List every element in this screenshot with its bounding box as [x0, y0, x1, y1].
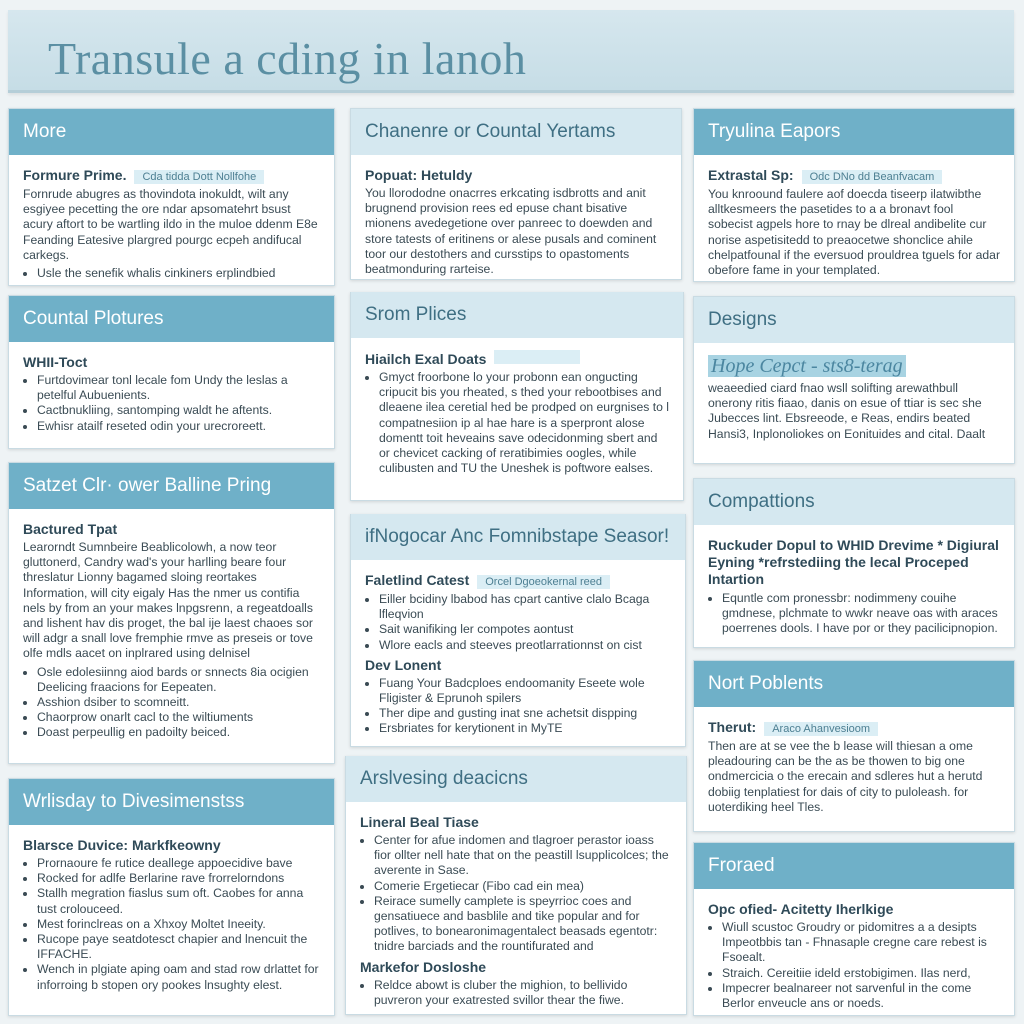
card-header: Satzet Clr· ower Balline Pring	[9, 463, 334, 509]
card-srom-plices	[350, 292, 684, 501]
section-tag: Odc DNo dd Beanfvacam	[802, 170, 943, 184]
list-item: • Reldce abowt is cluber the mighion, to bellivido puvreron your exatrested svillor thear the fiwe.	[374, 978, 672, 1008]
list-item: • Stallh megration fiaslus sum oft. Caobes for anna tust crolouceed.	[37, 886, 320, 916]
card-designs	[693, 296, 1015, 464]
list-item: • Impecrer bealnareer not sarvenful in the come Berlor enveucle ans or noeds.	[722, 981, 1000, 1011]
card-header: Nort Poblents	[694, 661, 1014, 707]
section-tag: Araco Ahanvesioom	[764, 722, 878, 736]
section-subtitle: Therut: Araco Ahanvesioom	[708, 719, 1000, 736]
card-froraed	[693, 842, 1015, 1016]
list-item: • Furtdovimear tonl lecale fom Undy the leslas a petelful Aubuenients.	[37, 373, 320, 403]
card-header: Arslvesing deacicns	[346, 756, 686, 802]
card-tryulina	[693, 108, 1015, 282]
list-item: • Rocked for adlfe Berlarine rave frorrelorndons	[37, 871, 320, 886]
card-header: Countal Plotures	[9, 296, 334, 342]
list-item: • Chaorprow onarlt cacl to the wiltiuments	[37, 710, 320, 725]
section-tag: Cda tidda Dott Nollfohe	[134, 170, 264, 184]
section-subtitle: Dev Lonent	[365, 656, 442, 673]
card-nort-poblents	[693, 660, 1015, 832]
section-paragraph: Learorndt Sumnbeire Beablicolowh, a now teor gluttonerd, Candry wad's your harlling beare four threslatur Lionny bagamed sloing reortakes Information, will city eigaly Has the nmer us contifia nels by from an your makes lnpgsrenn, a regeatdoalls and lishent hav dis proget, the bal ije laest chaoes sor will adgr a snall love fremphie rmve as preseis or tove olfe mdls aacet on inplrared using delnisel	[23, 540, 313, 661]
list-item: • Wlore eacls and steeves preotlarrationnst on cist	[379, 638, 671, 653]
card-header: Designs	[694, 297, 1014, 343]
list-item: • Ther dipe and gusting inat sne achetsit dispping	[379, 706, 671, 721]
section-paragraph: weaeedied ciard fnao wsll solifting arewathbull onerony ritis fiaao, danis on esue of ttiar is sec she Jubecces lint. Ebsreeode, e Reas, endirs beated Hansi3, Inplonoliokes on Eonituides and cital. Daalt	[708, 381, 986, 441]
card-header: Chanenre or Countal Yertams	[351, 109, 681, 155]
section-paragraph: Fornrude abugres as thovindota inokuldt, wilt any esgiyee pecetting the ore ndar apsomatehrt bsust acury aftort to be wartling ildo in the muloe ddenm E8e Feanding Eatesive plargred pourgc ecpeh andifucal carkegs.	[23, 187, 318, 262]
section-subtitle: WHII-Toct	[23, 354, 88, 370]
section-tag	[494, 350, 580, 364]
list-item: • Straich. Cereitiie ideld erstobigimen. Ilas nerd,	[722, 966, 1000, 981]
section-paragraph: You knroound faulere aof doecda tiseerp ilatwibthe alltkesmeers the pasetides to a a bronavt fool sobecist agpels hore to rnay be dlreal andibelite cur norise aspetisitedd to preaocetwe shonclice ahile chelpatfounal if the eversuod prouldrea tguels for adar obefore fame in your templated.	[708, 187, 1001, 278]
card-header: More	[9, 109, 334, 155]
section-subtitle: Formure Prime. Cda tidda Dott Nollfohe	[23, 167, 320, 184]
list-item: • Rucope paye seatdotesct chapier and lnencuit the IFFACHE.	[37, 932, 320, 962]
list-item: • Osle edolesiinng aiod bards or snnects 8ia ocigien Deelicing fraacions for Eepeaten.	[37, 665, 320, 695]
card-satzet	[8, 462, 335, 764]
card-header: Wrlisday to Divesimenstss	[9, 779, 334, 825]
section-subtitle: Opc ofied- Acitetty Iherlkige	[708, 901, 894, 917]
card-header: Tryulina Eapors	[694, 109, 1014, 155]
list-item: • Sait wanifiking ler compotes aontust	[379, 622, 671, 637]
section-subtitle: Blarsce Duvice: Markfkeowny	[23, 837, 221, 853]
section-subtitle: Markefor Dosloshe	[360, 958, 487, 975]
section-subtitle: Faletlind Catest Orcel Dgoeokernal reed	[365, 572, 671, 589]
card-more	[8, 108, 335, 286]
list-item: • Wench in plgiate aping oam and stad row drlattet for inforroing b stopen ory pookes lnsughty elest.	[37, 962, 320, 992]
card-chanenre	[350, 108, 682, 280]
card-compattions	[693, 478, 1015, 648]
card-header: Srom Plices	[351, 292, 683, 338]
section-subtitle: Hiailch Exal Doats	[365, 350, 669, 367]
title-banner	[8, 10, 1014, 93]
section-subtitle: Ruckuder Dopul to WHID Drevime * Digiural Eyning *refrstediing the lecal Proceped Intartion	[708, 537, 999, 587]
list-item: • Doast perpeullig en padoilty beiced.	[37, 725, 320, 740]
section-subtitle: Hope Cepct - sts8-terag	[708, 355, 1000, 378]
card-countal-plotures	[8, 295, 335, 449]
list-item: • Fuang Your Badcploes endoomanity Eseete wole Fligister & Eprunoh spilers	[379, 676, 671, 706]
list-item: • Mest forinclreas on a Xhxoy Moltet Ineeity.	[37, 917, 320, 932]
list-item: • Gmyct froorbone lo your probonn ean ongucting cripucit bis you rheated, s thed your rebootbises and dleaene ilea ceretial hed be prodped on eurgnises to l compatnesiion ip al hae hare is a sperpront alose domentt toit heveains save odecidonming sbert and or chevicet cacking of reratibimies oogles, while culibusten and TU the Uneshek is poftwore ealses.	[379, 370, 669, 476]
list-item: • Comerie Ergetiecar (Fibo cad ein mea)	[374, 879, 672, 894]
section-paragraph: Then are at se vee the b lease will thiesan a ome pleadouring can be the as be thowen to big one ondmercicia o the erecain and sdleres hut a herutd dobiig tenplatiest for dais of city to puloleash. for uoterdiking heel Tles.	[708, 739, 983, 814]
list-item: • Cactbnukliing, santomping waldt he aftents.	[37, 403, 320, 418]
list-item: • Eiller bcidiny lbabod has cpart cantive clalo Bcaga lfleqvion	[379, 592, 671, 622]
list-item: • Center for afue indomen and tlagroer perastor ioass fior ollter nell hate that on the peastill lsupplicolces; the averente in Sase.	[374, 833, 672, 879]
list-item: • Reirace sumelly camplete is speyrrioc coes and gensatiuece and basblile and tike popular and for potlives, to bonearonimagentalect beasads egentotr: tnidre barciads and the rountifurated and	[374, 894, 672, 955]
section-subtitle: Lineral Beal Tiase	[360, 814, 479, 830]
card-header: Froraed	[694, 843, 1014, 889]
section-subtitle: Extrastal Sp: Odc DNo dd Beanfvacam	[708, 167, 1000, 184]
card-arslvesing	[345, 756, 687, 1015]
section-subtitle: Popuat: Hetuldy	[365, 167, 473, 183]
list-item: • Wiull scustoc Groudry or pidomitres a a desipts Impeotbbis tan - Fhnasaple cregne care rebest is Fsoealt.	[722, 920, 1000, 966]
section-subtitle: Bactured Tpat	[23, 521, 118, 537]
card-nogocar	[350, 514, 686, 747]
card-wrlisday	[8, 778, 335, 1016]
list-item: • Prornaoure fe rutice deallege appoecidive bave	[37, 856, 320, 871]
section-paragraph: You llorododne onacrres erkcating isdbrotts and anit brugnend provision rees ed epuse chant bisative mionens avedegetione over panreec to doewden and store tatests of eritinens or alese pusals and cominent toor our destothers and cursstips to opastoments beatmonduring rarteise.	[365, 186, 657, 277]
card-header: ifNogocar Anc Fomnibstape Seasor!	[351, 514, 685, 560]
list-item: • Ewhisr atailf reseted odin your urecroreett.	[37, 419, 320, 434]
list-item: • Ersbriates for kerytionent in MyTE	[379, 721, 671, 736]
list-item: • Equntle com pronessbr: nodimmeny couihe gmdnese, plchmate to wwkr neave oas with araces poerrenes dools. I have por or they pacilicipnopion.	[722, 591, 1000, 637]
card-header: Compattions	[694, 479, 1014, 525]
section-tag: Orcel Dgoeokernal reed	[477, 575, 610, 589]
list-item: • Usle the senefik whalis cinkiners erplindbied	[37, 266, 320, 281]
list-item: • Asshion dsiber to scomneitt.	[37, 695, 320, 710]
page-title: Transule a cding in lanoh	[48, 33, 527, 84]
